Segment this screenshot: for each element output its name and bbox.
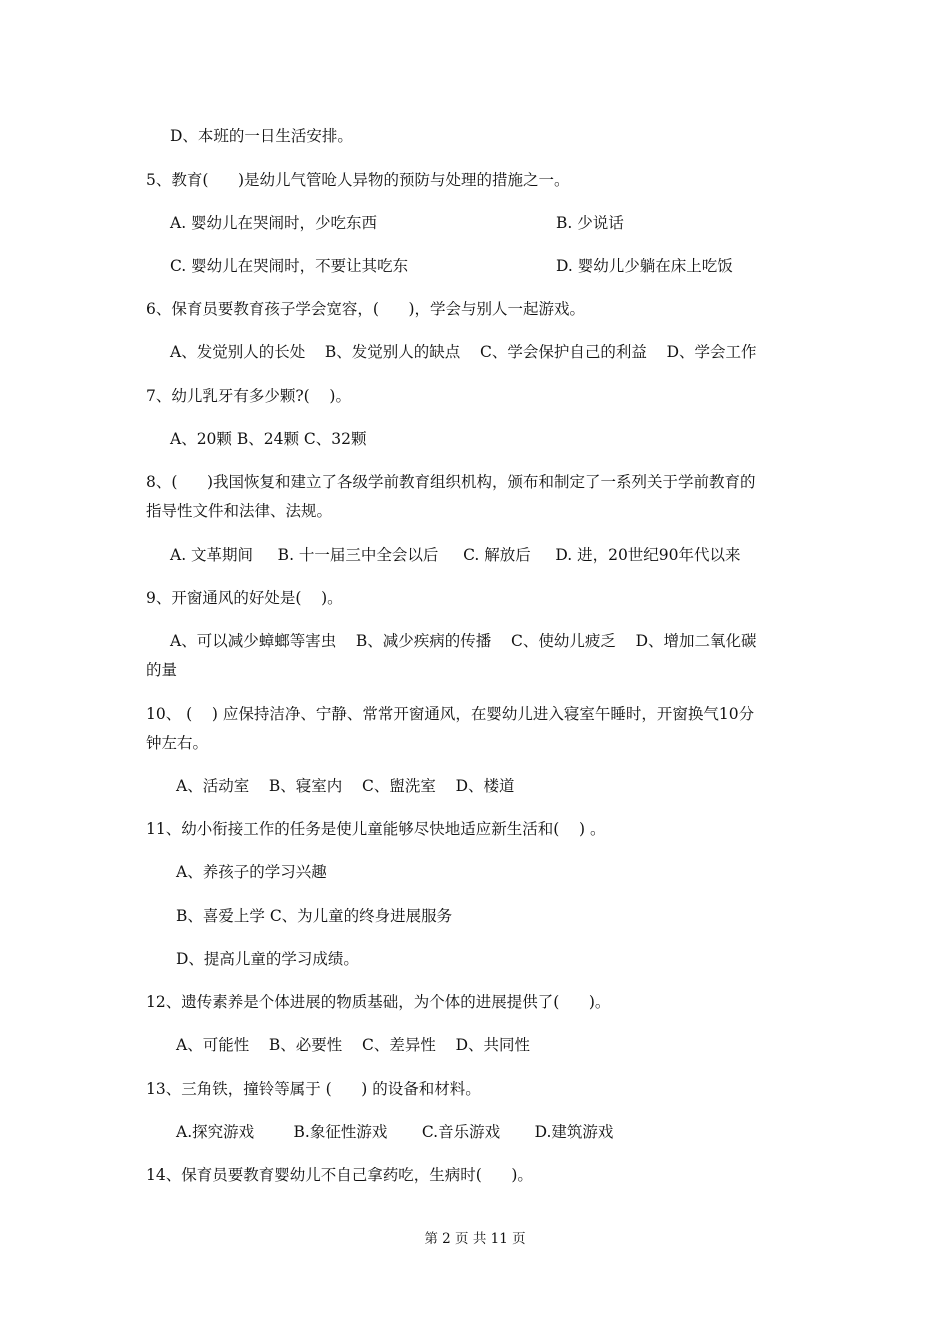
question-9: 9、开窗通风的好处是( )。 (146, 589, 343, 607)
options-q10: A、活动室 B、寝室内 C、盥洗室 D、楼道 (176, 777, 515, 795)
option-d-q11: D、提高儿童的学习成绩。 (176, 950, 359, 968)
options-q9-line2: 的量 (146, 661, 178, 679)
options-q6: A、发觉别人的长处 B、发觉别人的缺点 C、学会保护自己的利益 D、学会工作 (170, 343, 757, 361)
question-7: 7、幼儿乳牙有多少颗?( )。 (146, 387, 351, 405)
question-8-line2: 指导性文件和法律、法规。 (146, 502, 333, 520)
question-6: 6、保育员要教育孩子学会宽容，( )，学会与别人一起游戏。 (146, 300, 586, 318)
option-d-q4: D、本班的一日生活安排。 (170, 127, 353, 145)
question-14: 14、保育员要教育婴幼儿不自己拿药吃，生病时( )。 (146, 1166, 533, 1184)
question-11: 11、幼小衔接工作的任务是使儿童能够尽快地适应新生活和( ) 。 (146, 820, 606, 838)
question-13: 13、三角铁，撞铃等属于 ( ) 的设备和材料。 (146, 1080, 481, 1098)
question-8-line1: 8、( )我国恢复和建立了各级学前教育组织机构，颁布和制定了一系列关于学前教育的 (146, 473, 756, 491)
question-12: 12、遗传素养是个体进展的物质基础，为个体的进展提供了( )。 (146, 993, 611, 1011)
option-bc-q11: B、喜爱上学 C、为儿童的终身进展服务 (176, 907, 453, 925)
question-10-line1: 10、 ( ) 应保持洁净、宁静、常常开窗通风，在婴幼儿进入寝室午睡时，开窗换气10分 (146, 705, 755, 723)
page-footer: 第 2 页 共 11 页 (424, 1231, 526, 1247)
options-q7: A、20颗 B、24颗 C、32颗 (170, 430, 367, 448)
options-q8: A. 文革期间 B. 十一届三中全会以后 C. 解放后 D. 进，20世纪90年代以来 (170, 546, 741, 564)
question-5: 5、教育( )是幼儿气管呛人异物的预防与处理的措施之一。 (146, 171, 570, 189)
options-q9-line1: A、可以减少蟑螂等害虫 B、减少疾病的传播 C、使幼儿疲乏 D、增加二氧化碳 (170, 632, 757, 650)
options-q12: A、可能性 B、必要性 C、差异性 D、共同性 (176, 1036, 530, 1054)
option-c-q5: C. 婴幼儿在哭闹时，不要让其吃东 (170, 257, 409, 275)
option-a-q5: A. 婴幼儿在哭闹时，少吃东西 (170, 214, 378, 232)
option-b-q5: B. 少说话 (556, 214, 624, 232)
question-10-line2: 钟左右。 (146, 734, 209, 752)
option-a-q11: A、养孩子的学习兴趣 (176, 863, 327, 881)
option-d-q5: D. 婴幼儿少躺在床上吃饭 (556, 257, 733, 275)
options-q13: A.探究游戏 B.象征性游戏 C.音乐游戏 D.建筑游戏 (176, 1123, 614, 1141)
